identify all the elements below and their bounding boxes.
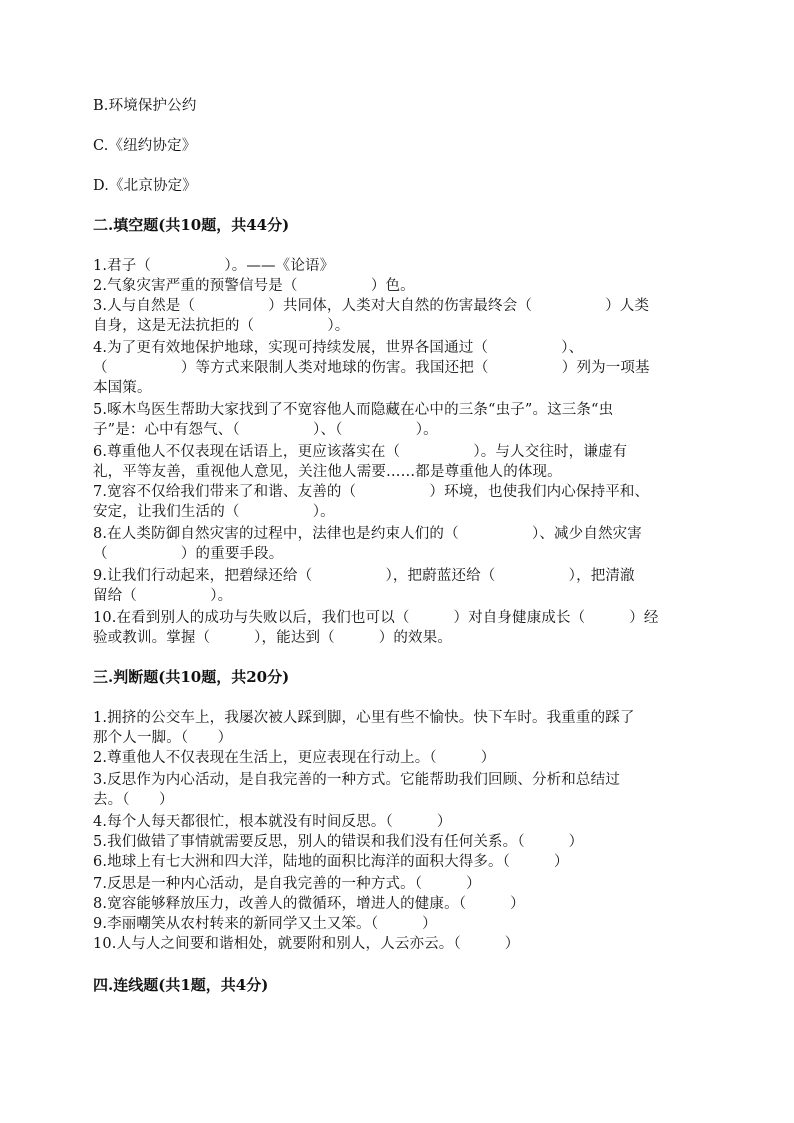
fill-line: （ ）的重要手段。 (93, 546, 284, 562)
section-heading-fill-blank: 二.填空题(共10题，共44分) (93, 216, 290, 234)
fill-line: 3.人与自然是（ ）共同体，人类对大自然的伤害最终会（ ）人类 (93, 298, 650, 314)
fill-line: 9.让我们行动起来，把碧绿还给（ ），把蔚蓝还给（ ），把清澈 (93, 568, 635, 584)
judge-line: 3.反思作为内心活动，是自我完善的一种方式。它能帮助我们回顾、分析和总结过 (93, 772, 620, 788)
option-d: D.《北京协定》 (93, 178, 197, 194)
fill-line: 6.尊重他人不仅表现在话语上，更应该落实在（ ）。与人交往时，谦虚有 (93, 444, 628, 460)
judge-line: 2.尊重他人不仅表现在生活上，更应表现在行动上。（ ） (93, 750, 496, 766)
judge-line: 7.反思是一种内心活动，是自我完善的一种方式。（ ） (93, 876, 481, 892)
fill-line: 自身，这是无法抗拒的（ ）。 (93, 318, 350, 334)
judge-line: 10.人与人之间要和谐相处，就要附和别人，人云亦云。（ ） (93, 936, 520, 952)
judge-line: 5.我们做错了事情就需要反思，别人的错误和我们没有任何关系。（ ） (93, 834, 584, 850)
fill-line: 验或教训。掌握（ ），能达到（ ）的效果。 (93, 630, 452, 646)
fill-line: 安定，让我们生活的（ ）。 (93, 504, 335, 520)
fill-line: 7.宽容不仅给我们带来了和谐、友善的（ ）环境，也使我们内心保持平和、 (93, 484, 650, 500)
fill-line: 1.君子（ ）。——《论语》 (93, 258, 335, 274)
option-b: B.环境保护公约 (93, 98, 197, 114)
fill-line: （ ）等方式来限制人类对地球的伤害。我国还把（ ）列为一项基 (93, 360, 650, 376)
judge-line: 6.地球上有七大洲和四大洋，陆地的面积比海洋的面积大得多。（ ） (93, 854, 569, 870)
fill-line: 子”是：心中有怨气、（ ）、（ ）。 (93, 422, 438, 438)
judge-line: 4.每个人每天都很忙，根本就没有时间反思。（ ） (93, 814, 452, 830)
judge-line: 1.拥挤的公交车上，我屡次被人踩到脚，心里有些不愉快。快下车时。我重重的踩了 (93, 710, 635, 726)
judge-line: 9.李丽嘲笑从农村转来的新同学又土又笨。（ ） (93, 916, 437, 932)
judge-line: 8.宽容能够释放压力，改善人的微循环，增进人的健康。（ ） (93, 896, 525, 912)
judge-line: 去。（ ） (93, 792, 174, 808)
option-c: C.《纽约协定》 (93, 138, 197, 154)
section-heading-matching: 四.连线题(共1题，共4分) (93, 976, 269, 994)
fill-line: 8.在人类防御自然灾害的过程中，法律也是约束人们的（ ）、减少自然灾害 (93, 526, 642, 542)
judge-line: 那个人一脚。（ ） (93, 730, 233, 746)
fill-line: 4.为了更有效地保护地球，实现可持续发展，世界各国通过（ ）、 (93, 340, 584, 356)
fill-line: 本国策。 (93, 380, 152, 396)
fill-line: 礼，平等友善，重视他人意见，关注他人需要……都是尊重他人的体现。 (93, 464, 562, 480)
section-heading-true-false: 三.判断题(共10题，共20分) (93, 668, 290, 686)
fill-line: 5.啄木鸟医生帮助大家找到了不宽容他人而隐藏在心中的三条“虫子”。这三条“虫 (93, 402, 614, 418)
fill-line: 2.气象灾害严重的预警信号是（ ）色。 (93, 278, 415, 294)
fill-line: 留给（ ）。 (93, 588, 233, 604)
fill-line: 10.在看到别人的成功与失败以后，我们也可以（ ）对自身健康成长（ ）经 (93, 610, 659, 626)
